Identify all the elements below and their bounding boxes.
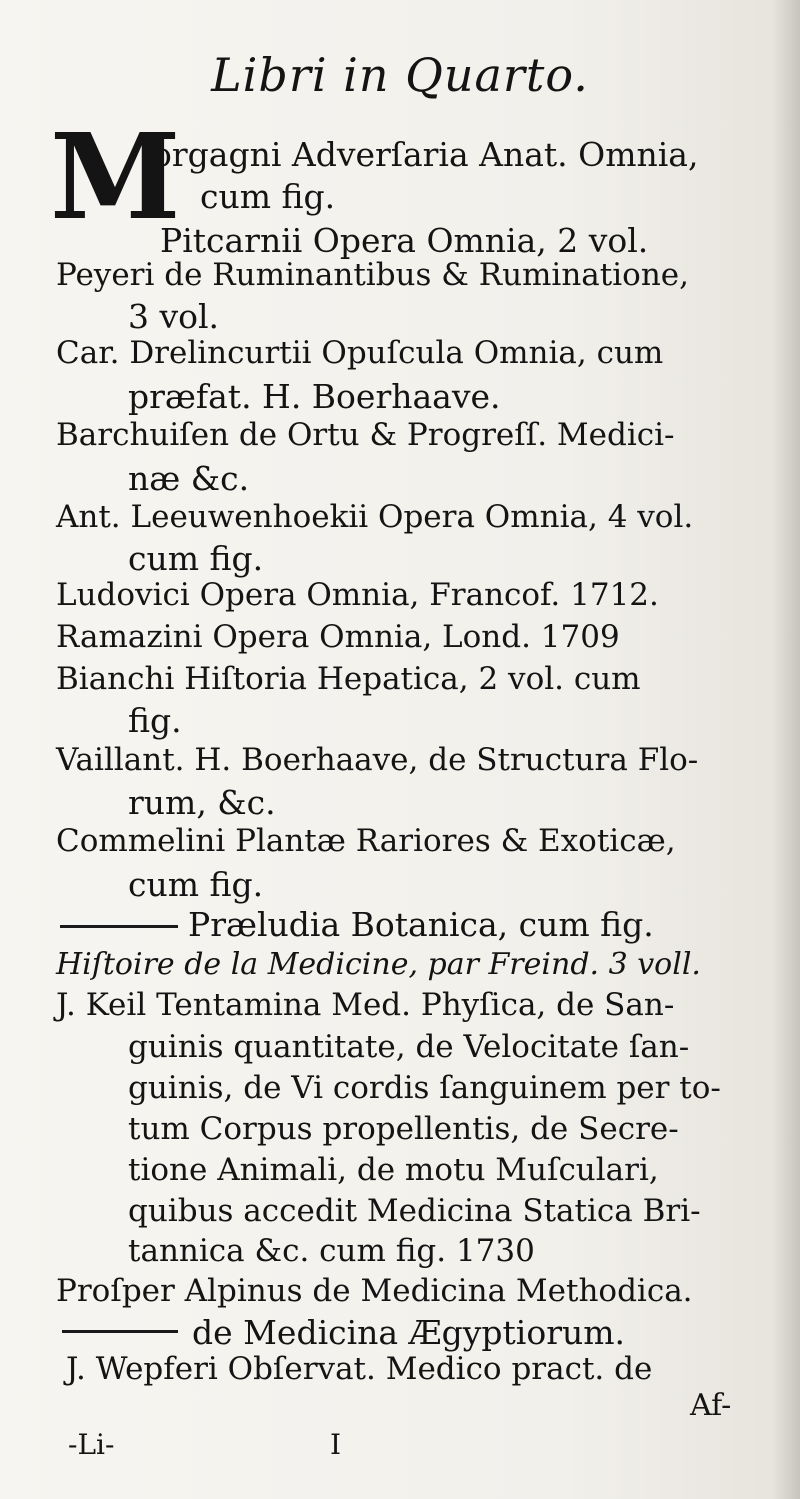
- signature-mark: -Li-: [68, 1428, 115, 1461]
- page-edge-shadow: [772, 0, 800, 1499]
- entry-line: cum fig.: [200, 177, 336, 216]
- entry-line: Barchuiſen de Ortu & Progreſſ. Medici-: [56, 417, 675, 453]
- page-heading: Libri in Quarto.: [211, 48, 589, 102]
- entry-line: fig.: [128, 701, 182, 740]
- ditto-dash: [62, 1330, 178, 1333]
- entry-line: tum Corpus propellentis, de Secre-: [128, 1111, 679, 1147]
- entry-line: præfat. H. Boerhaave.: [128, 377, 501, 416]
- entry-line: de Medicina Ægyptiorum.: [192, 1313, 626, 1352]
- entry-line: cum fig.: [128, 539, 264, 578]
- entry-line: guinis, de Vi cordis ſanguinem per to-: [128, 1070, 721, 1106]
- drop-cap-initial: M: [50, 107, 181, 246]
- entry-line: Ramazini Opera Omnia, Lond. 1709: [56, 619, 620, 655]
- entry-line: Pitcarnii Opera Omnia, 2 vol.: [160, 221, 649, 260]
- entry-line: 3 vol.: [128, 297, 220, 336]
- entry-line: rum, &c.: [128, 783, 276, 822]
- entry-line: næ &c.: [128, 459, 250, 498]
- entry-line: Proſper Alpinus de Medicina Methodica.: [56, 1273, 693, 1309]
- entry-line: tannica &c. cum fig. 1730: [128, 1233, 535, 1269]
- ditto-dash: [60, 925, 178, 928]
- entry-line: tione Animali, de motu Muſculari,: [128, 1152, 659, 1188]
- entry-line: J. Wepferi Obſervat. Medico pract. de: [66, 1351, 653, 1387]
- entry-line: Vaillant. H. Boerhaave, de Structura Flo-: [56, 742, 699, 778]
- entry-line: Hiſtoire de la Medicine, par Freind. 3 voll.: [56, 947, 701, 982]
- entry-line: Ant. Leeuwenhoekii Opera Omnia, 4 vol.: [56, 499, 694, 535]
- entry-line: Ludovici Opera Omnia, Francof. 1712.: [56, 577, 659, 613]
- entry-line: J. Keil Tentamina Med. Phyſica, de San-: [56, 987, 675, 1023]
- entry-line: orgagni Adverſaria Anat. Omnia,: [152, 135, 699, 174]
- entry-line: Bianchi Hiſtoria Hepatica, 2 vol. cum: [56, 661, 641, 697]
- entry-line: Commelini Plantæ Rariores & Exoticæ,: [56, 823, 676, 859]
- entry-line: Car. Drelincurtii Opuſcula Omnia, cum: [56, 335, 664, 371]
- entry-line: guinis quantitate, de Velocitate ſan-: [128, 1029, 690, 1065]
- entry-line: Præludia Botanica, cum fig.: [188, 905, 654, 944]
- signature-mark-mid: I: [330, 1428, 342, 1461]
- catchword: Af-: [690, 1388, 732, 1423]
- entry-line: cum fig.: [128, 865, 264, 904]
- entry-line: Peyeri de Ruminantibus & Ruminatione,: [56, 257, 689, 293]
- entry-line: quibus accedit Medicina Statica Bri-: [128, 1193, 701, 1229]
